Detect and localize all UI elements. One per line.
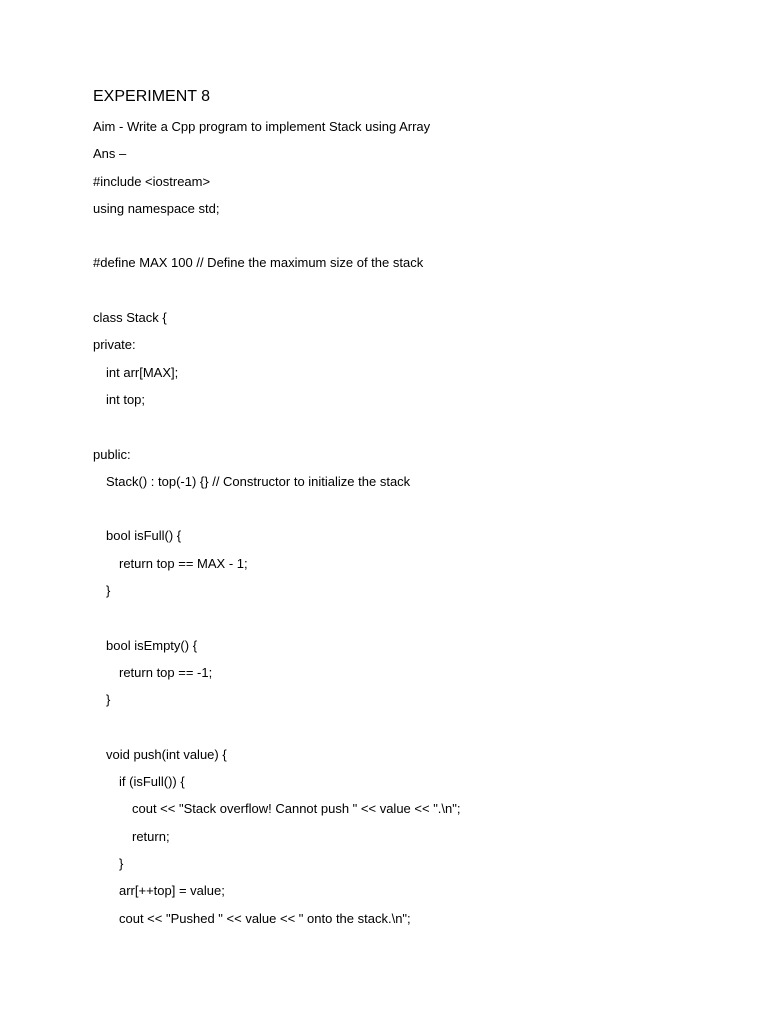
document-line: bool isEmpty() {: [106, 637, 198, 653]
document-line: bool isFull() {: [106, 528, 182, 544]
document-line: }: [106, 692, 111, 708]
document-line: cout << "Pushed " << value << " onto the stack.\n";: [119, 910, 411, 926]
document-line: #define MAX 100 // Define the maximum size of the stack: [93, 255, 424, 271]
document-line: return;: [132, 828, 170, 844]
blank-line: [93, 417, 461, 444]
document-title: EXPERIMENT 8: [93, 88, 211, 105]
document-line: return top == -1;: [119, 664, 213, 680]
blank-line: [93, 226, 461, 253]
document-line: cout << "Stack overflow! Cannot push " << value << ".\n";: [132, 801, 461, 817]
document-line: }: [106, 583, 111, 599]
document-line: #include <iostream>: [93, 173, 211, 189]
document-line: private:: [93, 337, 136, 353]
document-line: return top == MAX - 1;: [119, 555, 248, 571]
document-line: Stack() : top(-1) {} // Constructor to initialize the stack: [106, 473, 411, 489]
document-line: void push(int value) {: [106, 746, 227, 762]
document-line: public:: [93, 446, 131, 462]
document-line: Ans –: [93, 146, 127, 162]
blank-line: [93, 499, 461, 526]
blank-line: [93, 608, 461, 635]
document-line: int arr[MAX];: [106, 364, 179, 380]
document-line: int top;: [106, 391, 146, 407]
document-line: }: [119, 856, 124, 872]
blank-line: [93, 281, 461, 308]
document-body: [93, 117, 461, 936]
document-line: Aim - Write a Cpp program to implement Stack using Array: [93, 119, 431, 134]
document-line: class Stack {: [93, 310, 167, 326]
document-line: arr[++top] = value;: [119, 883, 225, 899]
document-line: if (isFull()) {: [119, 774, 185, 790]
blank-line: [93, 718, 461, 745]
document-line: using namespace std;: [93, 200, 220, 216]
